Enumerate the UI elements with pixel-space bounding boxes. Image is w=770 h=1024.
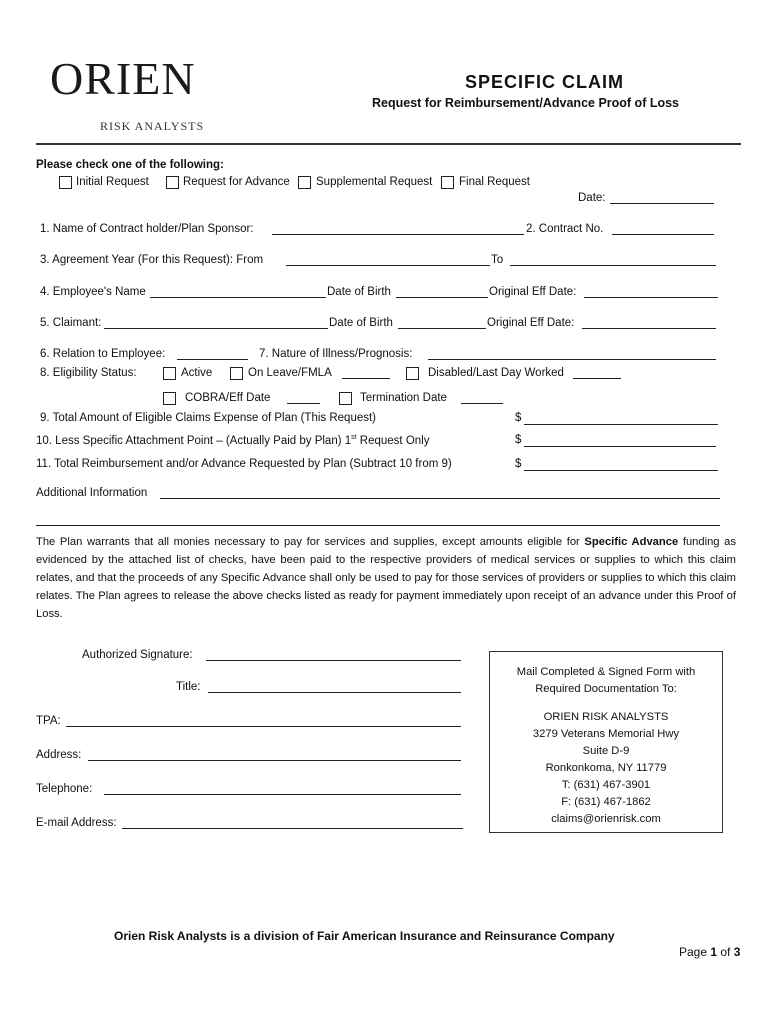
total-eligible-field[interactable]: [524, 424, 718, 425]
total-eligible-label: 9. Total Amount of Eligible Claims Expense of Plan (This Request): [40, 412, 377, 424]
form-subtitle: Request for Reimbursement/Advance Proof of Loss: [372, 96, 680, 110]
mail-fax: F: (631) 467-1862: [561, 796, 651, 808]
attachment-point-label: 10. Less Specific Attachment Point – (Actually Paid by Plan) 1st Request Only: [36, 434, 430, 447]
mail-instruction-1: Mail Completed & Signed Form with: [516, 666, 696, 678]
employee-dob-field[interactable]: [396, 297, 488, 298]
termination-field[interactable]: [461, 403, 503, 404]
attachment-point-dollar: $: [515, 434, 522, 446]
form-title: SPECIFIC CLAIM: [465, 72, 625, 92]
additional-info-label: Additional Information: [36, 487, 148, 499]
cobra-label: COBRA/Eff Date: [185, 392, 271, 404]
leave-field[interactable]: [342, 378, 390, 379]
leave-label: On Leave/FMLA: [248, 367, 332, 379]
leave-checkbox[interactable]: [230, 367, 243, 380]
employee-name-field[interactable]: [150, 297, 326, 298]
title-label: Title:: [176, 681, 201, 693]
footer-division: Orien Risk Analysts is a division of Fair American Insurance and Reinsurance Company: [114, 929, 615, 943]
address-field[interactable]: [88, 760, 461, 761]
total-reimbursement-field[interactable]: [524, 470, 718, 471]
check-prompt: Please check one of the following:: [36, 159, 224, 171]
final-request-label: Final Request: [459, 176, 530, 188]
active-label: Active: [181, 367, 213, 379]
contract-no-field[interactable]: [612, 234, 714, 235]
illness-label: 7. Nature of Illness/Prognosis:: [259, 348, 413, 360]
mail-phone: T: (631) 467-3901: [561, 779, 651, 791]
date-label: Date:: [578, 192, 606, 204]
mail-email: claims@orienrisk.com: [551, 813, 661, 825]
initial-request-checkbox[interactable]: [59, 176, 72, 189]
employee-eff-label: Original Eff Date:: [489, 286, 577, 298]
attachment-point-field[interactable]: [524, 446, 716, 447]
agreement-from-field[interactable]: [286, 265, 490, 266]
mailing-address-box: [489, 651, 723, 833]
tpa-label: TPA:: [36, 715, 61, 727]
claimant-label: 5. Claimant:: [40, 317, 102, 329]
active-checkbox[interactable]: [163, 367, 176, 380]
termination-label: Termination Date: [360, 392, 447, 404]
initial-request-label: Initial Request: [76, 176, 149, 188]
disabled-label: Disabled/Last Day Worked: [428, 367, 564, 379]
total-reimbursement-label: 11. Total Reimbursement and/or Advance Requested by Plan (Subtract 10 from 9): [36, 458, 452, 470]
mail-instruction-2: Required Documentation To:: [535, 683, 677, 695]
eligibility-label: 8. Eligibility Status:: [40, 367, 137, 379]
mail-company: ORIEN RISK ANALYSTS: [543, 711, 669, 723]
claimant-eff-field[interactable]: [582, 328, 716, 329]
relation-label: 6. Relation to Employee:: [40, 348, 166, 360]
agreement-to-field[interactable]: [510, 265, 716, 266]
authorized-signature-label: Authorized Signature:: [82, 649, 193, 661]
cobra-checkbox[interactable]: [163, 392, 176, 405]
authorized-signature-field[interactable]: [206, 660, 461, 661]
address-label: Address:: [36, 749, 82, 761]
telephone-field[interactable]: [104, 794, 461, 795]
mail-city: Ronkonkoma, NY 11779: [545, 762, 667, 774]
agreement-to-label: To: [491, 254, 504, 266]
cobra-field[interactable]: [287, 403, 320, 404]
mail-suite: Suite D-9: [582, 745, 630, 757]
title-field[interactable]: [208, 692, 461, 693]
date-field[interactable]: [610, 203, 714, 204]
supplemental-request-label: Supplemental Request: [316, 176, 433, 188]
email-label: E-mail Address:: [36, 817, 117, 829]
relation-field[interactable]: [177, 359, 248, 360]
additional-info-line-2[interactable]: [36, 525, 720, 526]
advance-request-label: Request for Advance: [183, 176, 290, 188]
contract-no-label: 2. Contract No.: [526, 223, 604, 235]
additional-info-field[interactable]: [160, 498, 720, 499]
company-logo: ORIEN: [50, 53, 196, 104]
claimant-eff-label: Original Eff Date:: [487, 317, 575, 329]
employee-name-label: 4. Employee's Name: [40, 286, 146, 298]
telephone-label: Telephone:: [36, 783, 93, 795]
supplemental-request-checkbox[interactable]: [298, 176, 311, 189]
employee-eff-field[interactable]: [584, 297, 718, 298]
header-divider: [36, 143, 741, 145]
disabled-field[interactable]: [573, 378, 621, 379]
page-number: Page 1 of 3: [679, 945, 741, 959]
termination-checkbox[interactable]: [339, 392, 352, 405]
total-reimbursement-dollar: $: [515, 458, 522, 470]
tpa-field[interactable]: [66, 726, 461, 727]
warranty-paragraph: The Plan warrants that all monies necessary to pay for services and supplies, except amounts eligible for Specific Advance funding as evidenced by the attached list of checks, have been paid to the respective providers of medical services or supplies to which this claim relates, and that the proceeds of any Specific Advance shall only be used to pay for those services of providers or supplies to which this claim relates. The Plan agrees to release the above checks listed as ready for payment immediately upon receipt of an advance under this Proof of Loss.: [36, 536, 736, 620]
final-request-checkbox[interactable]: [441, 176, 454, 189]
logo-subtitle: RISK ANALYSTS: [100, 119, 205, 133]
mail-street: 3279 Veterans Memorial Hwy: [532, 728, 680, 740]
illness-field[interactable]: [428, 359, 716, 360]
email-field[interactable]: [122, 828, 463, 829]
claimant-dob-field[interactable]: [398, 328, 486, 329]
contract-holder-label: 1. Name of Contract holder/Plan Sponsor:: [40, 223, 254, 235]
claimant-dob-label: Date of Birth: [329, 317, 393, 329]
agreement-year-label: 3. Agreement Year (For this Request): From: [40, 254, 264, 266]
total-eligible-dollar: $: [515, 412, 522, 424]
employee-dob-label: Date of Birth: [327, 286, 391, 298]
advance-request-checkbox[interactable]: [166, 176, 179, 189]
disabled-checkbox[interactable]: [406, 367, 419, 380]
claimant-field[interactable]: [104, 328, 328, 329]
contract-holder-field[interactable]: [272, 234, 524, 235]
